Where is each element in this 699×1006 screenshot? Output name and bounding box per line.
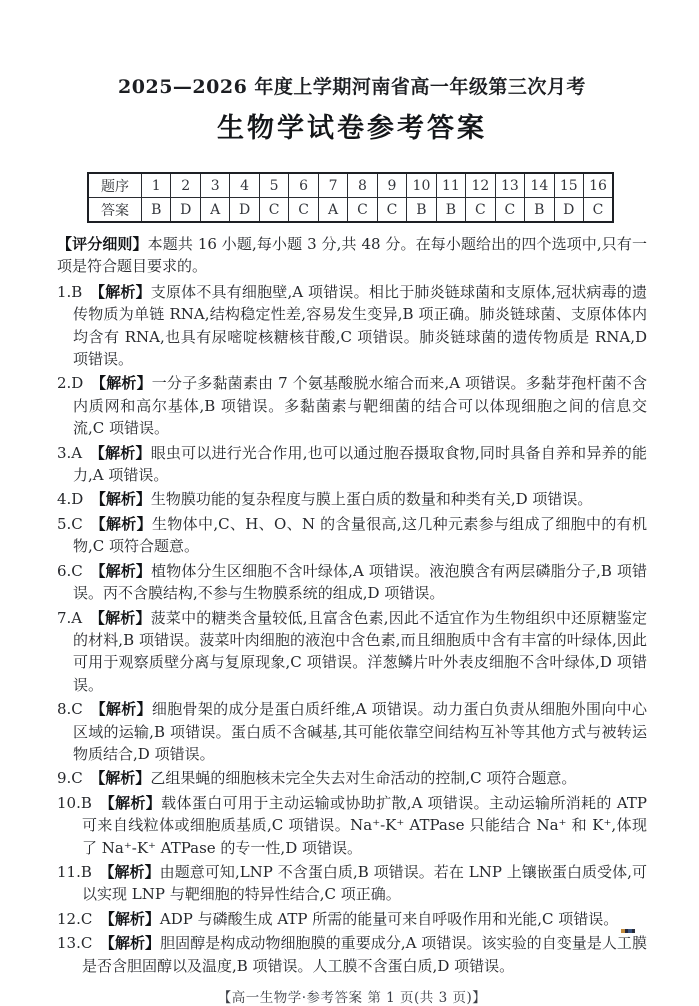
explanation-item (57, 607, 647, 697)
analysis-label: 【解析】 (90, 769, 151, 788)
explanation-text: 眼虫可以进行光合作用,也可以通过胞吞摄取食物,同时具备自养和异养的能力,A 项错误。 (73, 443, 647, 485)
explanation-number: 2.D (57, 374, 91, 393)
explanation-number: 9.C (57, 769, 91, 788)
explanation-number: 3.A (57, 443, 90, 462)
explanation-number: 7.A (57, 608, 90, 627)
explanation-item (57, 767, 647, 789)
analysis-label: 【解析】 (99, 909, 160, 928)
explanation-text: 支原体不具有细胞壁,A 项错误。相比于肺炎链球菌和支原体,冠状病毒的遗传物质为单链 RNA,结构稳定性差,容易发生变异,B 项正确。肺炎链球菌、支原体体内均含有 RNA,也具有尿嘧啶核糖核苷酸,C 项错误。肺炎链球菌的遗传物质是 RNA,D 项错误。 (73, 282, 647, 369)
question-number-cell: 4 (230, 173, 259, 198)
analysis-label: 【解析】 (89, 608, 151, 627)
answer-table-answer-row (88, 198, 613, 223)
explanation-text: 由题意可知,LNP 不含蛋白质,B 项错误。若在 LNP 上镶嵌蛋白质受体,可以实现 LNP 与靶细胞的特异性结合,C 项正确。 (82, 862, 647, 904)
answer-cell: C (466, 198, 495, 223)
answer-cell: B (525, 198, 554, 223)
question-number-cell: 1 (142, 173, 171, 198)
explanation-text: 胆固醇是构成动物细胞膜的重要成分,A 项错误。该实验的自变量是人工膜是否含胆固醇以及温度,B 项错误。人工膜不含蛋白质,D 项错误。 (82, 934, 647, 975)
explanation-text: 载体蛋白可用于主动运输或协助扩散,A 项错误。主动运输所消耗的 ATP 可来自线粒体或细胞质基质,C 项错误。Na⁺-K⁺ ATPase 只能结合 Na⁺ 和 K⁺,体现了 Na⁺-K⁺ ATPase 的专一性,D 项错误。 (82, 793, 647, 857)
answer-cell: B (407, 198, 436, 223)
explanation-number: 11.B (57, 862, 100, 881)
analysis-label: 【解析】 (89, 282, 151, 301)
answer-table-number-row (88, 173, 613, 198)
explanation-text: 生物体中,C、H、O、N 的含量很高,这几种元素参与组成了细胞中的有机物,C 项符合题意。 (73, 514, 647, 556)
analysis-label: 【解析】 (90, 490, 151, 509)
explanation-text: 一分子多黏菌素由 7 个氨基酸脱水缩合而来,A 项错误。多黏芽孢杆菌不含内质网和高尔基体,B 项错误。多黏菌素与靶细菌的结合可以体现细胞之间的信息交流,C 项错误。 (73, 374, 647, 438)
explanation-item (57, 372, 647, 439)
page-title: 生物学试卷参考答案 (217, 113, 487, 144)
answer-cell: C (584, 198, 613, 223)
explanation-section (57, 233, 647, 977)
answer-cell: A (318, 198, 347, 223)
analysis-label: 【解析】 (99, 934, 161, 953)
question-number-cell: 7 (318, 173, 347, 198)
scoring-rule-text: 本题共 16 小题,每小题 3 分,共 48 分。在每小题给出的四个选项中,只有一项是符合题目要求的。 (57, 235, 647, 276)
explanation-item (57, 442, 647, 487)
question-number-cell: 8 (348, 173, 377, 198)
question-number-cell: 11 (436, 173, 465, 198)
answer-cell: D (230, 198, 259, 223)
explanation-text: 细胞骨架的成分是蛋白质纤维,A 项错误。动力蛋白负责从细胞外围向中心区域的运输,B 项错误。蛋白质不含碱基,其可能依靠空间结构互补等其他方式与被转运物质结合,D 项错误。 (73, 700, 647, 763)
question-number-cell: 16 (584, 173, 613, 198)
question-number-cell: 6 (289, 173, 318, 198)
question-number-cell: 10 (407, 173, 436, 198)
answer-cell: C (377, 198, 406, 223)
explanation-number: 10.B (57, 793, 100, 812)
explanation-number: 13.C (57, 934, 100, 953)
explanation-item (57, 560, 647, 605)
question-number-cell: 12 (466, 173, 495, 198)
answer-cell: C (495, 198, 524, 223)
analysis-label: 【解析】 (90, 514, 152, 533)
explanation-text: 菠菜中的糖类含量较低,且富含色素,因此不适宜作为生物组织中还原糖鉴定的材料,B 项错误。菠菜叶肉细胞的液泡中含色素,而且细胞质中含有丰富的叶绿体,因此可用于观察质壁分离与复原现象,C 项错误。洋葱鳞片叶外表皮细胞不含叶绿体,D 项错误。 (73, 608, 647, 694)
answer-cell: C (289, 198, 318, 223)
analysis-label: 【解析】 (99, 793, 162, 812)
answer-cell: A (200, 198, 229, 223)
answer-cell: C (259, 198, 288, 223)
answer-table (87, 172, 614, 223)
answer-cell: B (142, 198, 171, 223)
explanation-text: 植物体分生区细胞不含叶绿体,A 项错误。液泡膜含有两层磷脂分子,B 项错误。丙不含膜结构,不参与生物膜系统的组成,D 项错误。 (73, 561, 647, 603)
explanation-number: 1.B (57, 282, 90, 301)
explanation-number: 4.D (57, 490, 91, 509)
answer-cell: D (554, 198, 583, 223)
explanation-item (57, 488, 647, 510)
question-number-cell: 2 (171, 173, 200, 198)
answer-cell: D (171, 198, 200, 223)
analysis-label: 【解析】 (99, 862, 160, 881)
explanation-number: 5.C (57, 514, 91, 533)
explanation-item (57, 792, 647, 859)
explanation-item (57, 513, 647, 558)
scoring-rule-paragraph (57, 233, 647, 278)
answer-cell: C (348, 198, 377, 223)
analysis-label: 【解析】 (90, 561, 152, 580)
question-number-cell: 14 (525, 173, 554, 198)
page-footer: 【高一生物学·参考答案 第 1 页(共 3 页)】 (217, 990, 487, 1006)
exam-title: 2025—2026 年度上学期河南省高一年级第三次月考 (118, 76, 586, 98)
question-number-cell: 9 (377, 173, 406, 198)
explanation-number: 12.C (57, 909, 100, 928)
answer-row-header: 答案 (88, 198, 142, 223)
analysis-label: 【解析】 (90, 700, 152, 719)
question-number-cell: 5 (259, 173, 288, 198)
explanation-item (57, 908, 647, 930)
scan-artifact-mark (621, 929, 635, 933)
explanation-item (57, 861, 647, 906)
explanation-item (57, 281, 647, 371)
answer-cell: B (436, 198, 465, 223)
question-number-cell: 15 (554, 173, 583, 198)
question-number-cell: 3 (200, 173, 229, 198)
explanation-text: 乙组果蝇的细胞核未完全失去对生命活动的控制,C 项符合题意。 (150, 769, 577, 788)
explanation-number: 6.C (57, 561, 91, 580)
explanation-number: 8.C (57, 700, 91, 719)
explanation-item (57, 932, 647, 977)
number-row-header: 题序 (88, 173, 142, 198)
explanation-text: 生物膜功能的复杂程度与膜上蛋白质的数量和种类有关,D 项错误。 (150, 490, 593, 509)
analysis-label: 【解析】 (89, 443, 151, 462)
explanations (57, 281, 647, 977)
question-number-cell: 13 (495, 173, 524, 198)
analysis-label: 【解析】 (90, 374, 152, 393)
explanation-item (57, 698, 647, 765)
scoring-rule-label: 【评分细则】 (57, 235, 148, 253)
explanation-text: ADP 与磷酸生成 ATP 所需的能量可来自呼吸作用和光能,C 项错误。 (159, 909, 619, 928)
